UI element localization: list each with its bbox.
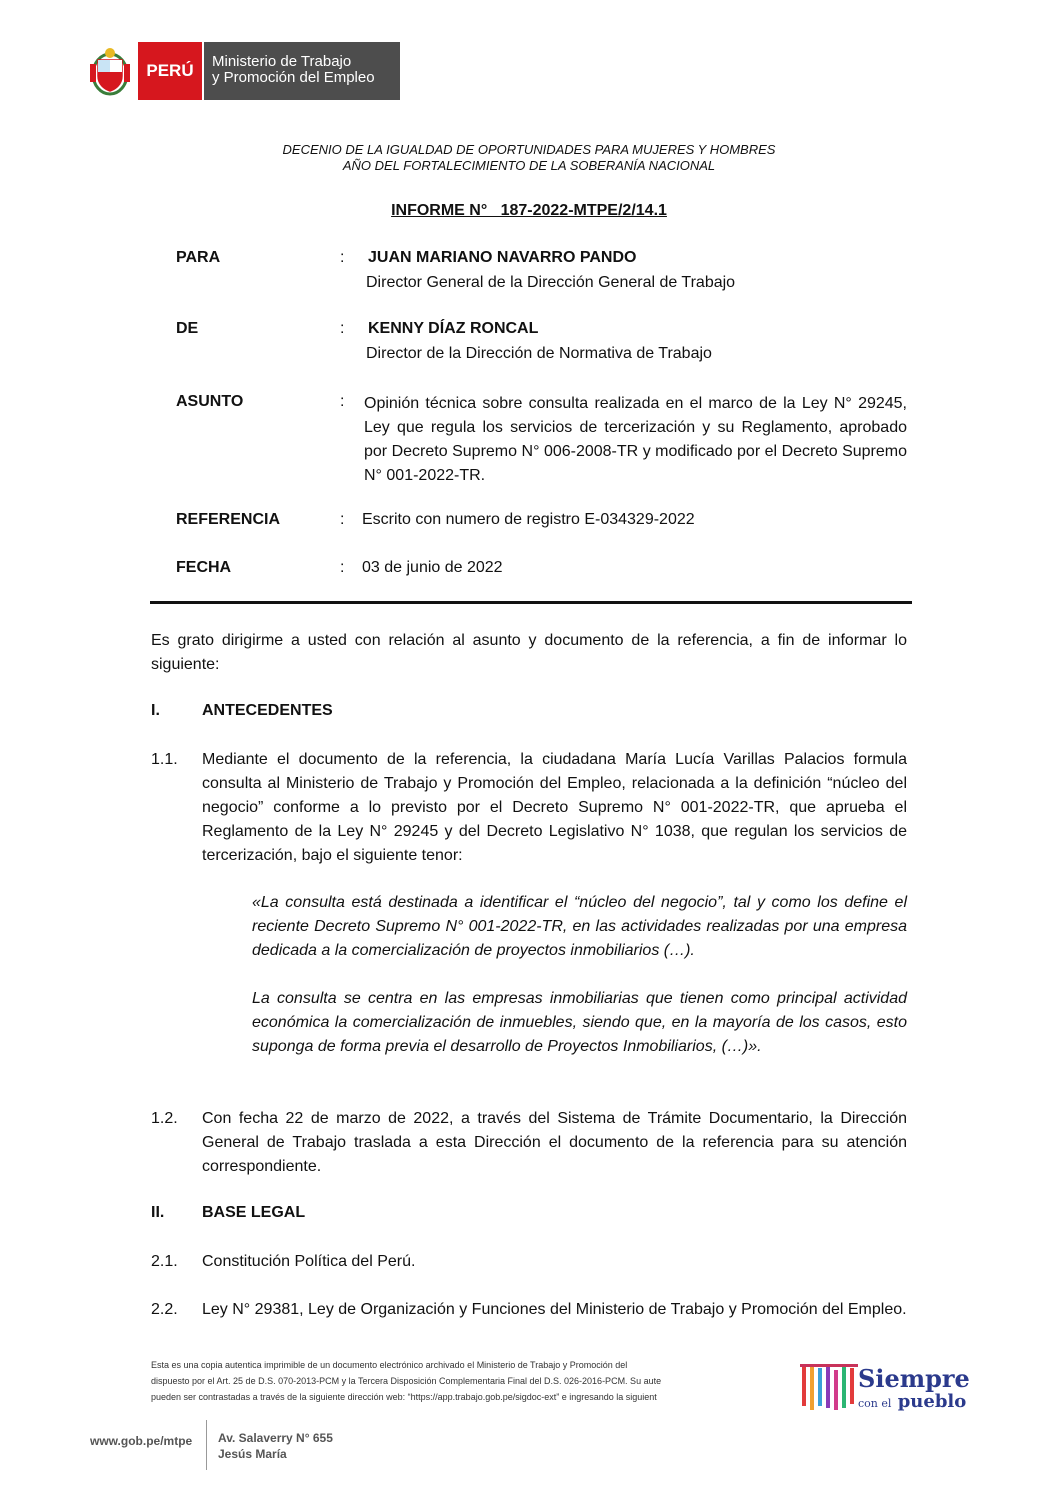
- pueblo-logo-text: [858, 1392, 966, 1414]
- authenticity-note-line2: dispuesto por el Art. 25 de D.S. 070-2013-PCM y la Tercera Disposición Complementaria Final del D.S. 026-2016-PCM. Su aute: [151, 1376, 662, 1386]
- section2-title: BASE LEGAL: [202, 1204, 306, 1221]
- asunto-text: Opinión técnica sobre consulta realizada en el marco de la Ley N° 29245, Ley que regula los servicios de tercerización y su Reglamento, aprobado por Decreto Supremo N° 006-2008-TR y modificado por el Decreto Supremo N° 001-2022-TR.: [364, 395, 907, 484]
- authenticity-note: [151, 1357, 811, 1405]
- referencia-colon: :: [340, 511, 345, 528]
- para-colon: :: [340, 249, 345, 266]
- item-1-2-text: Con fecha 22 de marzo de 2022, a través del Sistema de Trámite Documentario, la Dirección General de Trabajo traslada a esta Dirección el documento de la referencia para su atención correspondiente.: [202, 1110, 907, 1175]
- asunto-colon: :: [340, 393, 345, 410]
- quote-paragraph-1: «La consulta está destinada a identificar el “núcleo del negocio”, tal y como los define el reciente Decreto Supremo N° 001-2022-TR, en las actividades realizadas por una empresa dedicada a la comercialización de proyectos inmobiliarios (…).: [252, 894, 907, 959]
- decade-line1: DECENIO DE LA IGUALDAD DE OPORTUNIDADES PARA MUJERES Y HOMBRES: [282, 142, 776, 157]
- para-name: JUAN MARIANO NAVARRO PANDO: [368, 249, 637, 266]
- coat-of-arms-icon: [84, 42, 136, 100]
- siempre-logo-text: Siempre: [858, 1364, 970, 1393]
- referencia-label: REFERENCIA: [176, 511, 281, 528]
- footer-divider: [206, 1420, 207, 1470]
- address: [218, 1430, 333, 1462]
- referencia-text: Escrito con numero de registro E-034329-2022: [362, 511, 695, 528]
- address-line2: Jesús María: [218, 1447, 287, 1461]
- item-2-1-number: 2.1.: [151, 1253, 178, 1270]
- con-el-text: con el: [858, 1397, 892, 1410]
- section2-number: II.: [151, 1204, 165, 1221]
- logo-ministry-line1: Ministerio de Trabajo: [212, 53, 352, 70]
- intro-paragraph: Es grato dirigirme a usted con relación al asunto y documento de la referencia, a fin de informar lo siguiente:: [151, 632, 907, 673]
- item-2-2-number: 2.2.: [151, 1301, 178, 1318]
- header-divider: [150, 601, 912, 604]
- section1-title: ANTECEDENTES: [202, 702, 333, 719]
- address-line1: Av. Salaverry N° 655: [218, 1431, 333, 1445]
- para-label: PARA: [176, 249, 221, 266]
- authenticity-note-line1: Esta es una copia autentica imprimible de un documento electrónico archivado el Ministerio de Trabajo y Promoción del: [151, 1360, 628, 1370]
- pueblo-text: pueblo: [897, 1391, 967, 1412]
- section1-number: I.: [151, 702, 160, 719]
- logo-ministry-line2: y Promoción del Empleo: [212, 69, 375, 86]
- item-2-2-text: Ley N° 29381, Ley de Organización y Funciones del Ministerio de Trabajo y Promoción del Empleo.: [202, 1301, 907, 1318]
- report-title: INFORME N° 187-2022-MTPE/2/14.1: [391, 202, 667, 219]
- de-label: DE: [176, 320, 199, 337]
- logo-country: PERÚ: [138, 42, 202, 100]
- website-text: www.gob.pe/mtpe: [90, 1434, 193, 1448]
- fecha-colon: :: [340, 559, 345, 576]
- para-role: Director General de la Dirección General de Trabajo: [366, 274, 736, 291]
- item-1-1-text: Mediante el documento de la referencia, la ciudadana María Lucía Varillas Palacios formula consulta al Ministerio de Trabajo y Promoción del Empleo, relacionada a la definición “núcleo del negocio” conforme a lo previsto por el Decreto Supremo N° 001-2022-TR, que aprueba el Reglamento de la Ley N° 29245 y del Decreto Legislativo N° 1038, que regulan los servicios de tercerización, bajo el siguiente tenor:: [202, 751, 907, 864]
- logo-ministry: [204, 42, 400, 100]
- item-1-2-number: 1.2.: [151, 1110, 178, 1127]
- decade-line2: AÑO DEL FORTALECIMIENTO DE LA SOBERANÍA NACIONAL: [342, 158, 716, 173]
- asunto-label: ASUNTO: [176, 393, 244, 410]
- siempre-logo-bars-icon: [800, 1362, 860, 1414]
- de-colon: :: [340, 320, 345, 337]
- fecha-text: 03 de junio de 2022: [362, 559, 503, 576]
- item-1-1-number: 1.1.: [151, 751, 178, 768]
- item-2-1-text: Constitución Política del Perú.: [202, 1253, 416, 1270]
- quote-paragraph-2: La consulta se centra en las empresas inmobiliarias que tienen como principal actividad económica la comercialización de inmuebles, siendo que, en la mayoría de los casos, esto suponga de forma previa el desarrollo de Proyectos Inmobiliarios, (…)».: [252, 990, 907, 1055]
- de-name: KENNY DÍAZ RONCAL: [368, 320, 539, 337]
- fecha-label: FECHA: [176, 559, 232, 576]
- de-role: Director de la Dirección de Normativa de Trabajo: [366, 345, 712, 362]
- authenticity-note-line3: pueden ser contrastadas a través de la siguiente dirección web: “https://app.trabajo.gob.pe/sigdoc-ext” e ingresando la siguient: [151, 1392, 657, 1402]
